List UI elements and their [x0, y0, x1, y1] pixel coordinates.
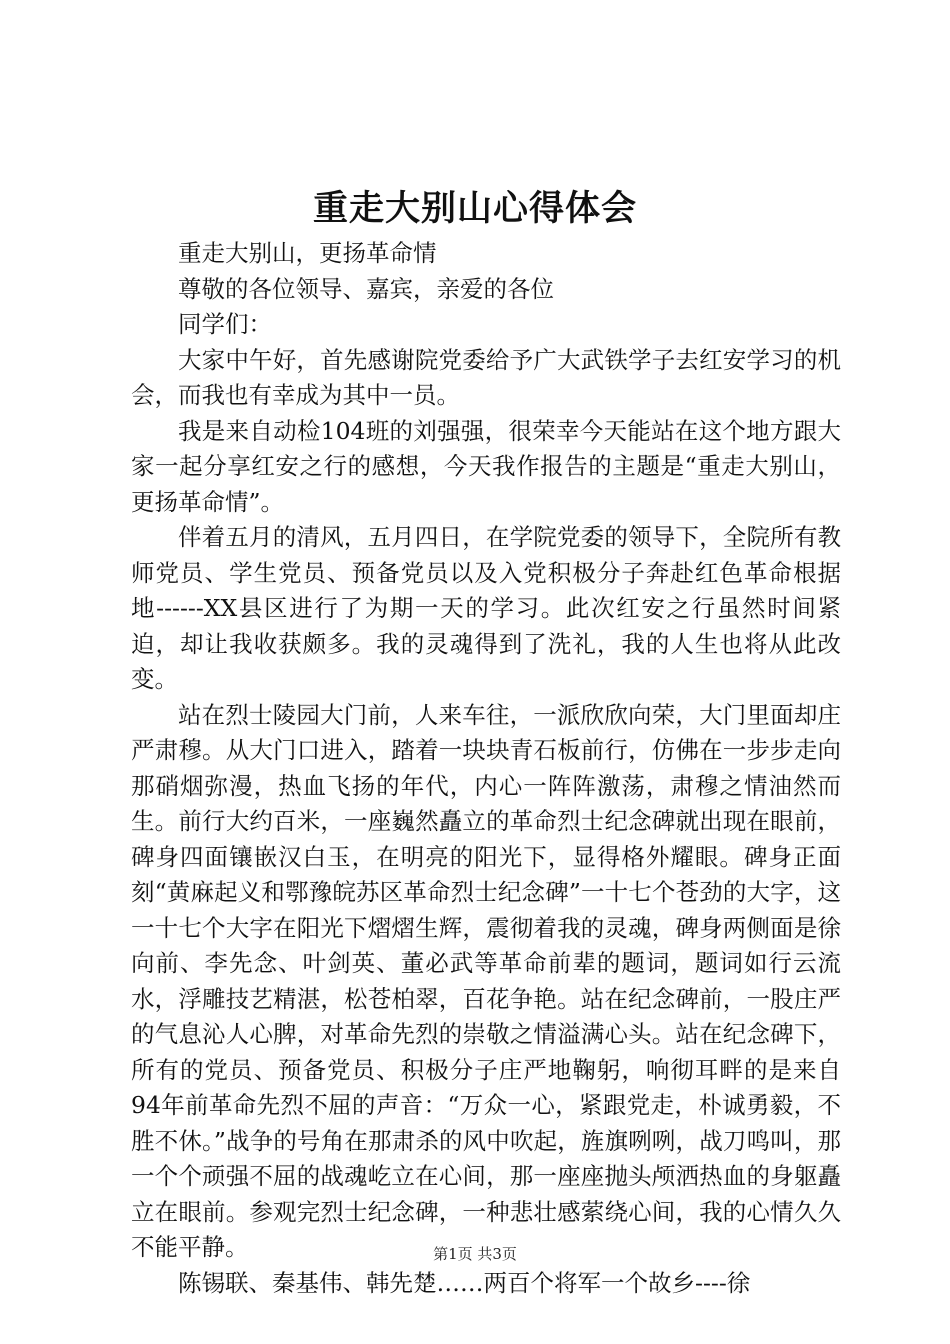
page-number-footer: 第1页 共3页	[433, 1245, 517, 1263]
paragraph-subtitle: 重走大别山，更扬革命情	[178, 239, 437, 267]
paragraph-salutation: 尊敬的各位领导、嘉宾，亲爱的各位	[178, 274, 554, 303]
paragraph: 我是来自动检104班的刘强强，很荣幸今天能站在这个地方跟大家一起分享红安之行的感想，今天我作报告的主题是“重走大别山，更扬革命情”。	[131, 416, 841, 516]
document-body	[131, 236, 841, 1301]
paragraph-salutation-cont: 同学们：	[178, 310, 272, 338]
paragraph: 站在烈士陵园大门前，人来车往，一派欣欣向荣，大门里面却庄严肃穆。从大门口进入，踏着一块块青石板前行，仿佛在一步步走向那硝烟弥漫，热血飞扬的年代，内心一阵阵激荡，肃穆之情油然而生。前行大约百米，一座巍然矗立的革命烈士纪念碑就出现在眼前，碑身四面镶嵌汉白玉，在明亮的阳光下，显得格外耀眼。碑身正面刻“黄麻起义和鄂豫皖苏区革命烈士纪念碑”一十七个苍劲的大字，这一十七个大字在阳光下熠熠生辉，震彻着我的灵魂，碑身两侧面是徐向前、李先念、叶剑英、董必武等革命前辈的题词，题词如行云流水，浮雕技艺精湛，松苍柏翠，百花争艳。站在纪念碑前，一股庄严的气息沁人心脾，对革命先烈的崇敬之情溢满心头。站在纪念碑下，所有的党员、预备党员、积极分子庄严地鞠躬，响彻耳畔的是来自94年前革命先烈不屈的声音：“万众一心，紧跟党走，朴诚勇毅，不胜不休。”战争的号角在那肃杀的风中吹起，旌旗咧咧，战刀鸣叫，那一个个顽强不屈的战魂屹立在心间，那一座座抛头颅洒热血的身躯矗立在眼前。参观完烈士纪念碑，一种悲壮感萦绕心间，我的心情久久不能平静。	[131, 700, 841, 1261]
paragraph: 伴着五月的清风，五月四日，在学院党委的领导下，全院所有教师党员、学生党员、预备党员以及入党积极分子奔赴红色革命根据地------XX县区进行了为期一天的学习。此次红安之行虽然时间紧迫，却让我收获颇多。我的灵魂得到了洗礼，我的人生也将从此改变。	[131, 523, 841, 693]
paragraph: 陈锡联、秦基伟、韩先楚……两百个将军一个故乡----徐	[178, 1268, 751, 1297]
paragraph: 大家中午好，首先感谢院党委给予广大武铁学子去红安学习的机会，而我也有幸成为其中一员。	[131, 345, 841, 409]
document-title: 重走大别山心得体会	[312, 188, 637, 229]
